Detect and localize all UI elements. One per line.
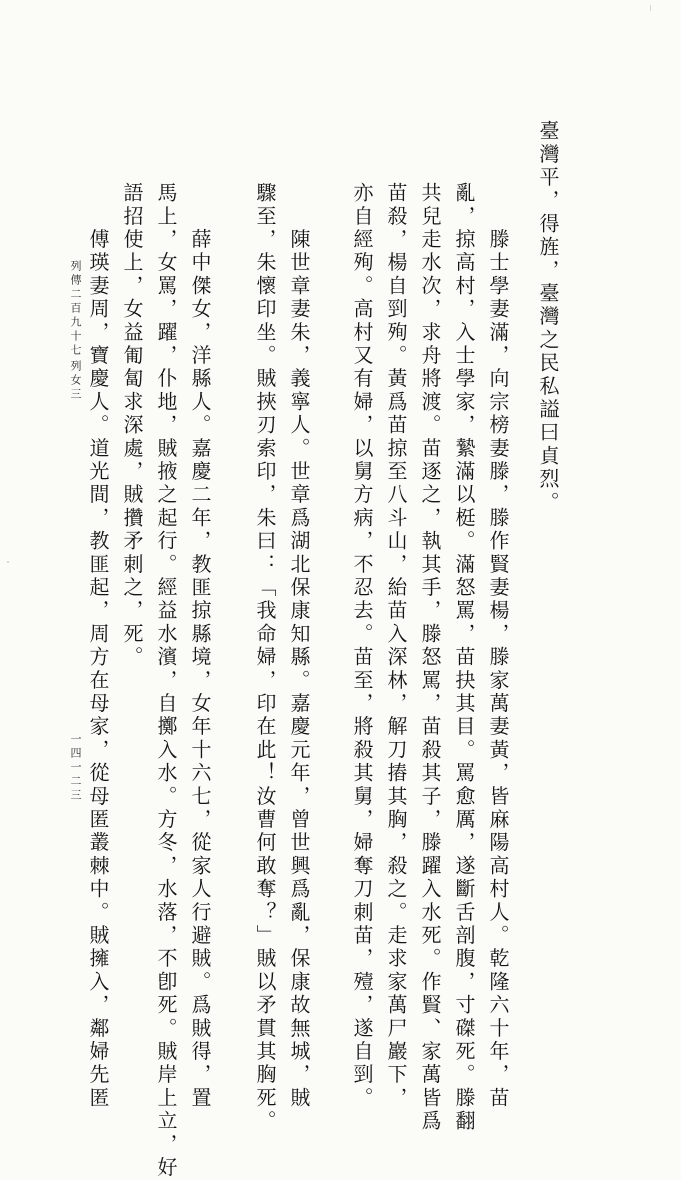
text-column-1: 臺灣平，得旌，臺灣之民私謚曰貞烈。 [536, 120, 560, 515]
footer-page-number: 一四一二三 [69, 733, 82, 803]
text-column-12: 傅瑛妻周，寶慶人。道光間，教匪起，周方在母家，從母匿叢棘中。賊擁入，鄰婦先匿 [86, 182, 110, 1110]
text-column-10: 馬上，女罵，躍，仆地，賊掖之起行。經益水濱，自擲入水。方冬，水落，不卽死。賊岸上立，好 [154, 182, 178, 1180]
text-column-3: 亂，掠高村，入士學家，縶滿以梃。滿怒罵，苗抉其目。罵愈厲，遂斷舌剖腹，寸磔死。滕翻 [452, 182, 476, 1134]
text-column-11: 語招使上，女益匍匐求深處，賊攢矛刺之，死。 [120, 182, 144, 670]
text-column-2: 滕士學妻滿，向宗榜妻滕，滕作賢妻楊，滕家萬妻黃，皆麻陽高村人。乾隆六十年，苗 [486, 182, 510, 1110]
scan-mark [7, 561, 9, 563]
text-column-8: 驟至，朱懷印坐。賊挾刃索印，朱曰：「我命婦，印在此！汝曹何敢奪？」賊以矛貫其胸死。 [253, 182, 277, 1134]
text-column-5: 苗殺，楊自剄殉。黃爲苗掠至八斗山，紿苗入深林，解刀摏其胸，殺之。走求家萬尸巖下， [384, 182, 408, 1110]
footer-section: 列傳二百九十七 [69, 260, 82, 358]
text-column-4: 共兒走水次，求舟將渡。苗逐之，執其手，滕怒罵，苗殺其子，滕躍入水死。作賢、家萬皆爲 [418, 182, 442, 1134]
text-column-6: 亦自經殉。高村又有婦，以舅方病，不忍去。苗至，將殺其舅，婦奪刀刺苗，殪，遂自剄。 [350, 182, 374, 1110]
scan-mark [650, 5, 651, 11]
footer-chapter: 列女三 [69, 360, 82, 402]
text-column-7: 陳世章妻朱，義寧人。世章爲湖北保康知縣。嘉慶元年，曾世興爲亂，保康故無城，賊 [287, 182, 311, 1110]
text-column-9: 薛中傑女，洋縣人。嘉慶二年，教匪掠縣境，女年十六七，從家人行避賊。爲賊得，置 [188, 182, 212, 1110]
